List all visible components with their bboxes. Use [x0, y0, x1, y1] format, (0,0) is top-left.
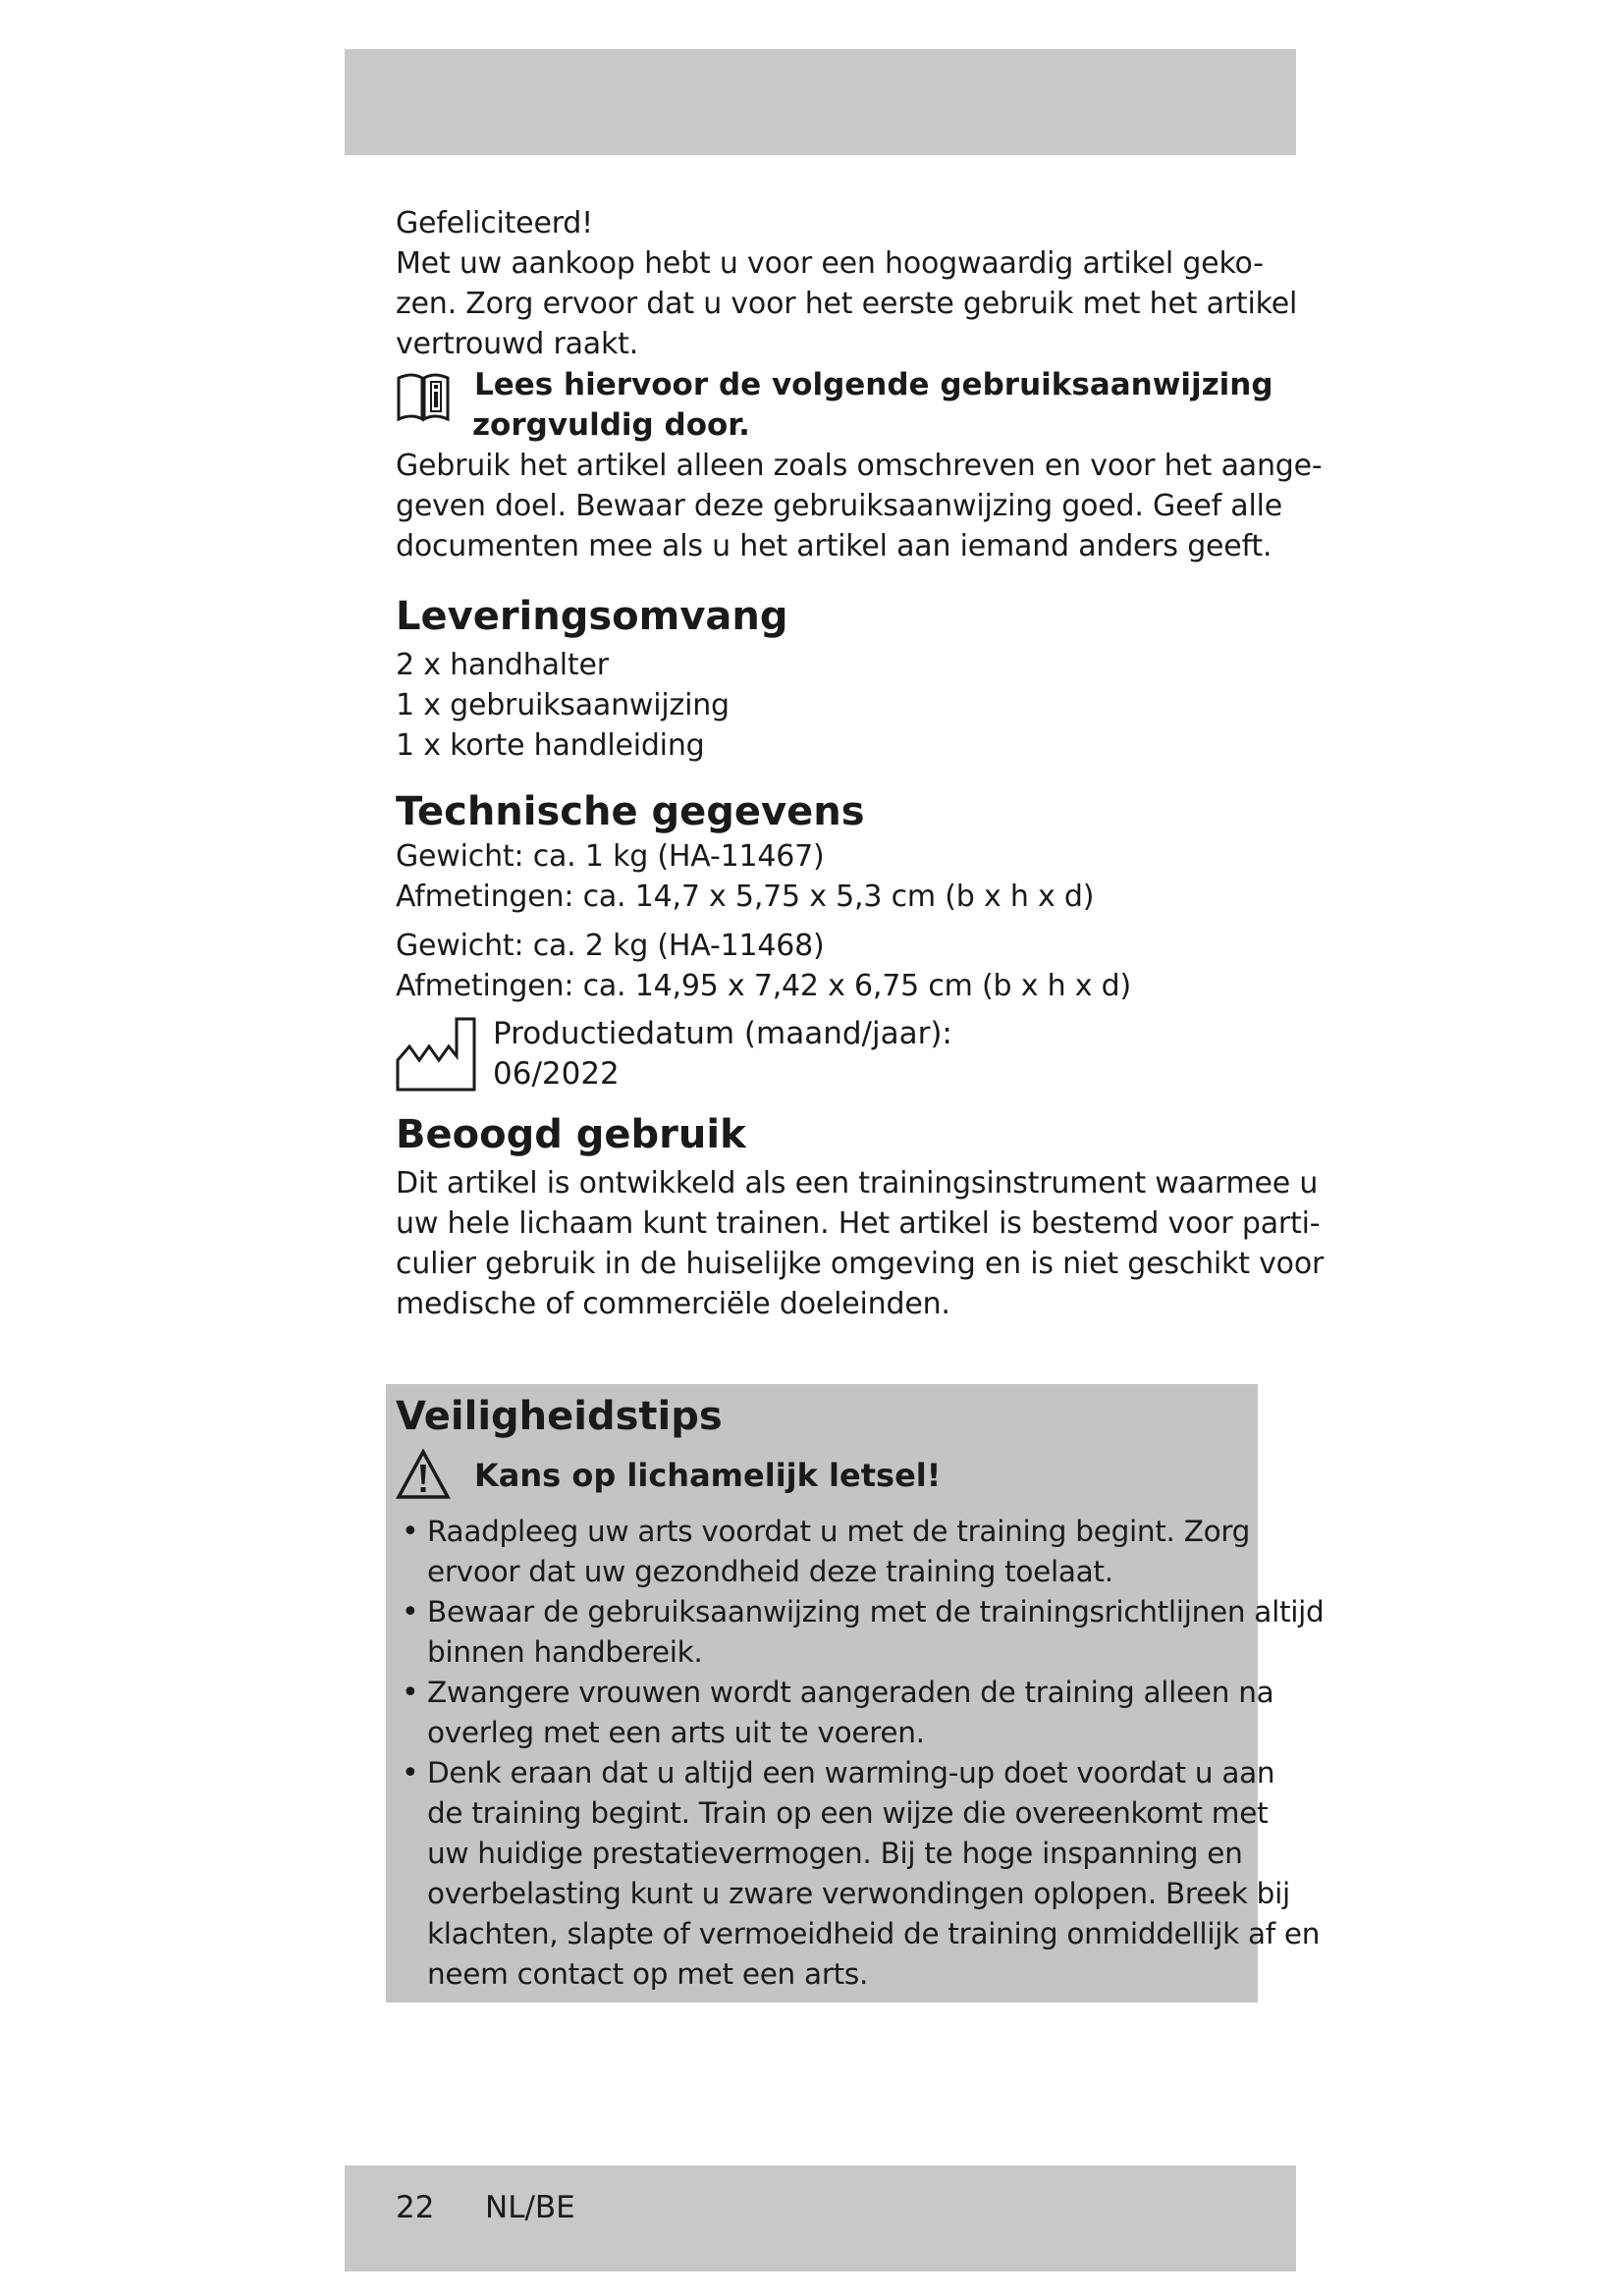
intro-line: Gefeliciteerd! — [396, 206, 593, 240]
intro-after-line: documenten mee als u het artikel aan iemand anders geeft. — [396, 529, 1272, 563]
bullet-line: binnen handbereik. — [427, 1635, 703, 1669]
warning-triangle-icon — [396, 1449, 451, 1500]
delivery-item: 1 x gebruiksaanwijzing — [396, 688, 730, 722]
read-instructions-note — [396, 364, 1273, 446]
safety-bullet-list — [396, 1512, 1325, 1995]
intro-after-line: geven doel. Bewaar deze gebruiksaanwijzing goed. Geef alle — [396, 489, 1283, 523]
intro-line: vertrouwd raakt. — [396, 327, 639, 361]
production-date-label: Productiedatum (maand/jaar): — [493, 1016, 952, 1051]
injury-warning-text: Kans op lichamelijk letsel! — [474, 1457, 942, 1494]
bullet-line: Bewaar de gebruiksaanwijzing met de trainingsrichtlijnen altijd — [427, 1595, 1325, 1629]
delivery-item: 2 x handhalter — [396, 648, 609, 682]
production-date-row — [396, 1014, 1260, 1095]
bullet-icon: • — [402, 1676, 419, 1710]
bullet-line: overbelasting kunt u zware verwondingen oplopen. Breek bij — [427, 1877, 1290, 1910]
safety-tips-box — [386, 1384, 1325, 2002]
manufacture-date-icon — [396, 1017, 478, 1092]
technical-line: Afmetingen: ca. 14,7 x 5,75 x 5,3 cm (b x h x d) — [396, 880, 1095, 914]
intro-line: zen. Zorg ervoor dat u voor het eerste gebruik met het artikel — [396, 287, 1298, 321]
main-content — [396, 203, 1325, 1324]
header-bar — [345, 49, 1296, 155]
bullet-icon: • — [402, 1515, 419, 1549]
production-date-value: 06/2022 — [493, 1056, 620, 1092]
intro-line: Met uw aankoop hebt u voor een hoogwaardig artikel geko- — [396, 246, 1264, 281]
bullet-line: overleg met een arts uit te voeren. — [427, 1716, 925, 1749]
bullet-line: Denk eraan dat u altijd een warming-up doet voordat u aan — [427, 1756, 1275, 1789]
section-heading-technical: Technische gegevens — [396, 789, 865, 834]
bullet-line: klachten, slapte of vermoeidheid de training onmiddellijk af en — [427, 1917, 1321, 1950]
technical-line: Gewicht: ca. 1 kg (HA-11467) — [396, 839, 825, 874]
bullet-icon: • — [402, 1756, 419, 1790]
note-text-line: zorgvuldig door. — [472, 407, 750, 443]
section-heading-delivery: Leveringsomvang — [396, 594, 788, 639]
language-code: NL/BE — [485, 2190, 575, 2225]
section-heading-safety: Veiligheidstips — [396, 1394, 723, 1439]
technical-line: Afmetingen: ca. 14,95 x 7,42 x 6,75 cm (b x h x d) — [396, 969, 1131, 1003]
intended-use-line: culier gebruik in de huiselijke omgeving en is niet geschikt voor — [396, 1247, 1325, 1281]
intended-use-line: Dit artikel is ontwikkeld als een trainingsinstrument waarmee u — [396, 1166, 1319, 1201]
book-info-icon — [396, 370, 451, 423]
bullet-line: ervoor dat uw gezondheid deze training toelaat. — [427, 1555, 1113, 1588]
bullet-icon: • — [402, 1595, 419, 1629]
list-item — [396, 1512, 1255, 1592]
section-heading-intended-use: Beoogd gebruik — [396, 1112, 746, 1157]
list-item — [396, 1673, 1274, 1753]
intended-use-line: uw hele lichaam kunt trainen. Het artikel is bestemd voor parti- — [396, 1206, 1321, 1241]
technical-line: Gewicht: ca. 2 kg (HA-11468) — [396, 929, 825, 963]
intended-use-line: medische of commerciële doeleinden. — [396, 1287, 950, 1321]
list-item — [396, 1592, 1325, 1673]
page-number: 22 — [396, 2190, 435, 2225]
note-text-line: Lees hiervoor de volgende gebruiksaanwijzing — [474, 367, 1273, 402]
bullet-line: Zwangere vrouwen wordt aangeraden de training alleen na — [427, 1676, 1274, 1709]
bullet-line: Raadpleeg uw arts voordat u met de training begint. Zorg — [427, 1515, 1251, 1548]
bullet-line: neem contact op met een arts. — [427, 1957, 869, 1991]
bullet-line: de training begint. Train op een wijze die overeenkomt met — [427, 1796, 1269, 1830]
delivery-item: 1 x korte handleiding — [396, 728, 705, 763]
bullet-line: uw huidige prestatievermogen. Bij te hoge inspanning en — [427, 1837, 1243, 1870]
intro-after-line: Gebruik het artikel alleen zoals omschreven en voor het aange- — [396, 449, 1323, 483]
list-item — [396, 1753, 1321, 1995]
